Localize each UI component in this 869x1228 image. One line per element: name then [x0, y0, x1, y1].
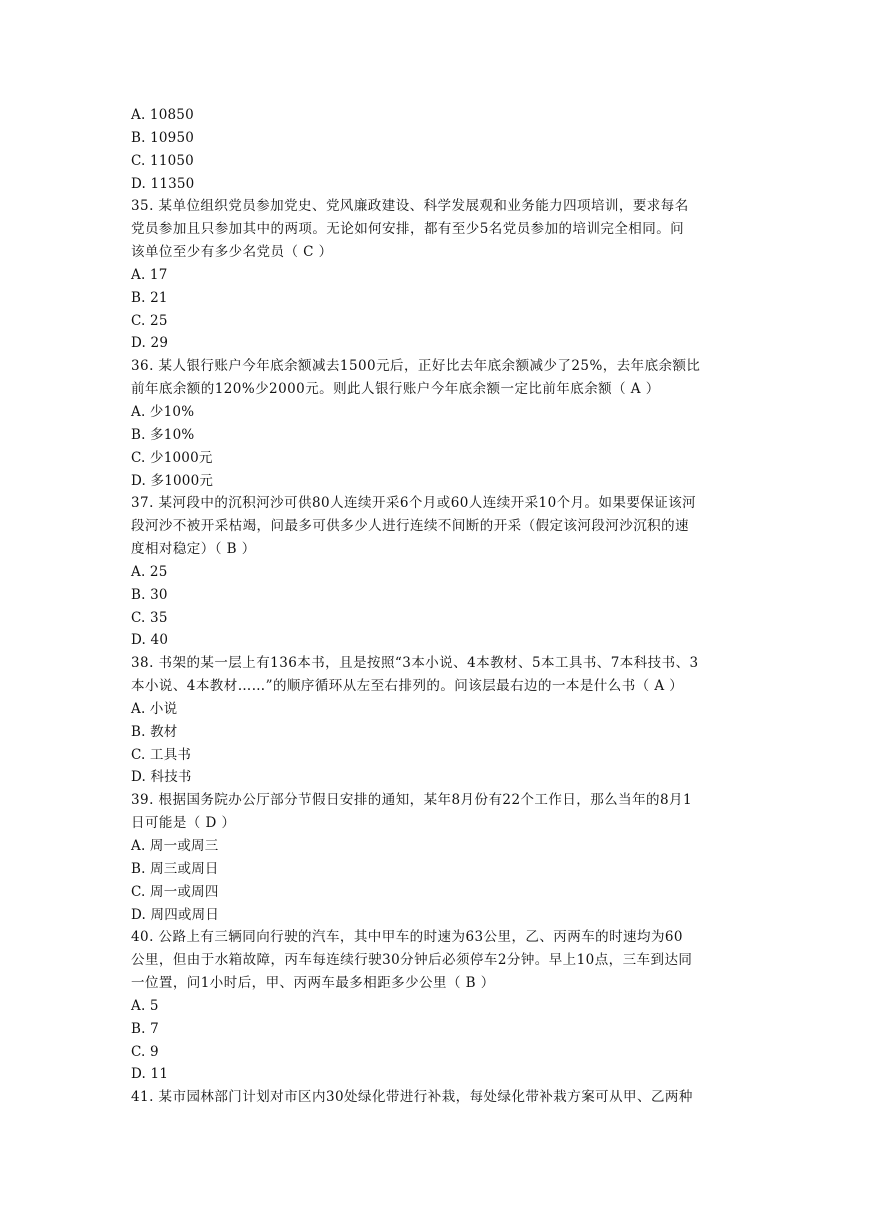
question-line: 本小说、4本教材……”的顺序循环从左至右排列的。问该层最右边的一本是什么书（ A ） [131, 678, 684, 695]
answer-option: B. 30 [131, 586, 168, 603]
answer-option: D. 周四或周日 [131, 906, 220, 923]
question-line: 一位置，问1小时后，甲、丙两车最多相距多少公里（ B ） [131, 975, 495, 992]
question [131, 1086, 741, 1109]
answer-option: C. 9 [131, 1043, 159, 1060]
answer-option: B. 7 [131, 1020, 159, 1037]
answer-option: A. 少10% [131, 403, 195, 420]
question-line: 38. 书架的某一层上有136本书，且是按照“3本小说、4本教材、5本工具书、7本科技书、3 [131, 655, 699, 672]
question [131, 789, 741, 835]
question-line: 36. 某人银行账户今年底余额减去1500元后，正好比去年底余额减少了25%，去年底余额比 [131, 358, 701, 375]
answer-option: B. 10950 [131, 129, 195, 146]
answer-option: B. 教材 [131, 723, 178, 740]
answer-option: B. 多10% [131, 426, 195, 443]
answer-option: D. 11350 [131, 175, 195, 192]
answer-option: D. 11 [131, 1066, 169, 1083]
question [131, 355, 741, 401]
answer-option: C. 35 [131, 609, 168, 626]
answer-option: C. 11050 [131, 152, 194, 169]
answer-option: C. 少1000元 [131, 449, 213, 466]
answer-option: B. 21 [131, 289, 168, 306]
answer-option: D. 多1000元 [131, 472, 214, 489]
answer-option: B. 周三或周日 [131, 860, 219, 877]
answer-option: A. 25 [131, 563, 168, 580]
question-line: 41. 某市园林部门计划对市区内30处绿化带进行补栽，每处绿化带补栽方案可从甲、乙两种 [131, 1089, 693, 1106]
question-line: 39. 根据国务院办公厅部分节假日安排的通知，某年8月份有22个工作日，那么当年的8月1 [131, 792, 693, 809]
answer-option: A. 17 [131, 266, 168, 283]
answer-option: A. 10850 [131, 107, 194, 123]
question-line: 日可能是（ D ） [131, 815, 236, 832]
question-line: 公里，但由于水箱故障，丙车每连续行驶30分钟后必须停车2分钟。早上10点，三车到达同 [131, 952, 693, 969]
answer-option: C. 25 [131, 312, 168, 329]
question-line: 度相对稳定）（ B ） [131, 541, 256, 558]
exam-text [131, 104, 741, 1109]
answer-option: D. 29 [131, 335, 169, 352]
question-line: 35. 某单位组织党员参加党史、党风廉政建设、科学发展观和业务能力四项培训，要求每名 [131, 198, 689, 215]
question-line: 党员参加且只参加其中的两项。无论如何安排，都有至少5名党员参加的培训完全相同。问 [131, 221, 685, 238]
question-line: 段河沙不被开采枯竭，问最多可供多少人进行连续不间断的开采（假定该河段河沙沉积的速 [131, 518, 689, 535]
question [131, 195, 741, 264]
question [131, 492, 741, 561]
question [131, 926, 741, 995]
answer-option: D. 科技书 [131, 769, 192, 786]
answer-option: A. 周一或周三 [131, 838, 219, 854]
question-line: 37. 某河段中的沉积河沙可供80人连续开采6个月或60人连续开采10个月。如果要保证该河 [131, 495, 697, 512]
question-line: 40. 公路上有三辆同向行驶的汽车，其中甲车的时速为63公里，乙、丙两车的时速均为60 [131, 929, 683, 946]
question [131, 652, 741, 698]
answer-option: C. 周一或周四 [131, 883, 219, 900]
question-line: 该单位至少有多少名党员（ C ） [131, 244, 333, 261]
answer-option: A. 5 [131, 997, 159, 1014]
answer-option: D. 40 [131, 632, 169, 649]
answer-option: A. 小说 [131, 700, 178, 717]
answer-option: C. 工具书 [131, 746, 192, 763]
question-line: 前年底余额的120%少2000元。则此人银行账户今年底余额一定比前年底余额（ A ） [131, 381, 660, 398]
